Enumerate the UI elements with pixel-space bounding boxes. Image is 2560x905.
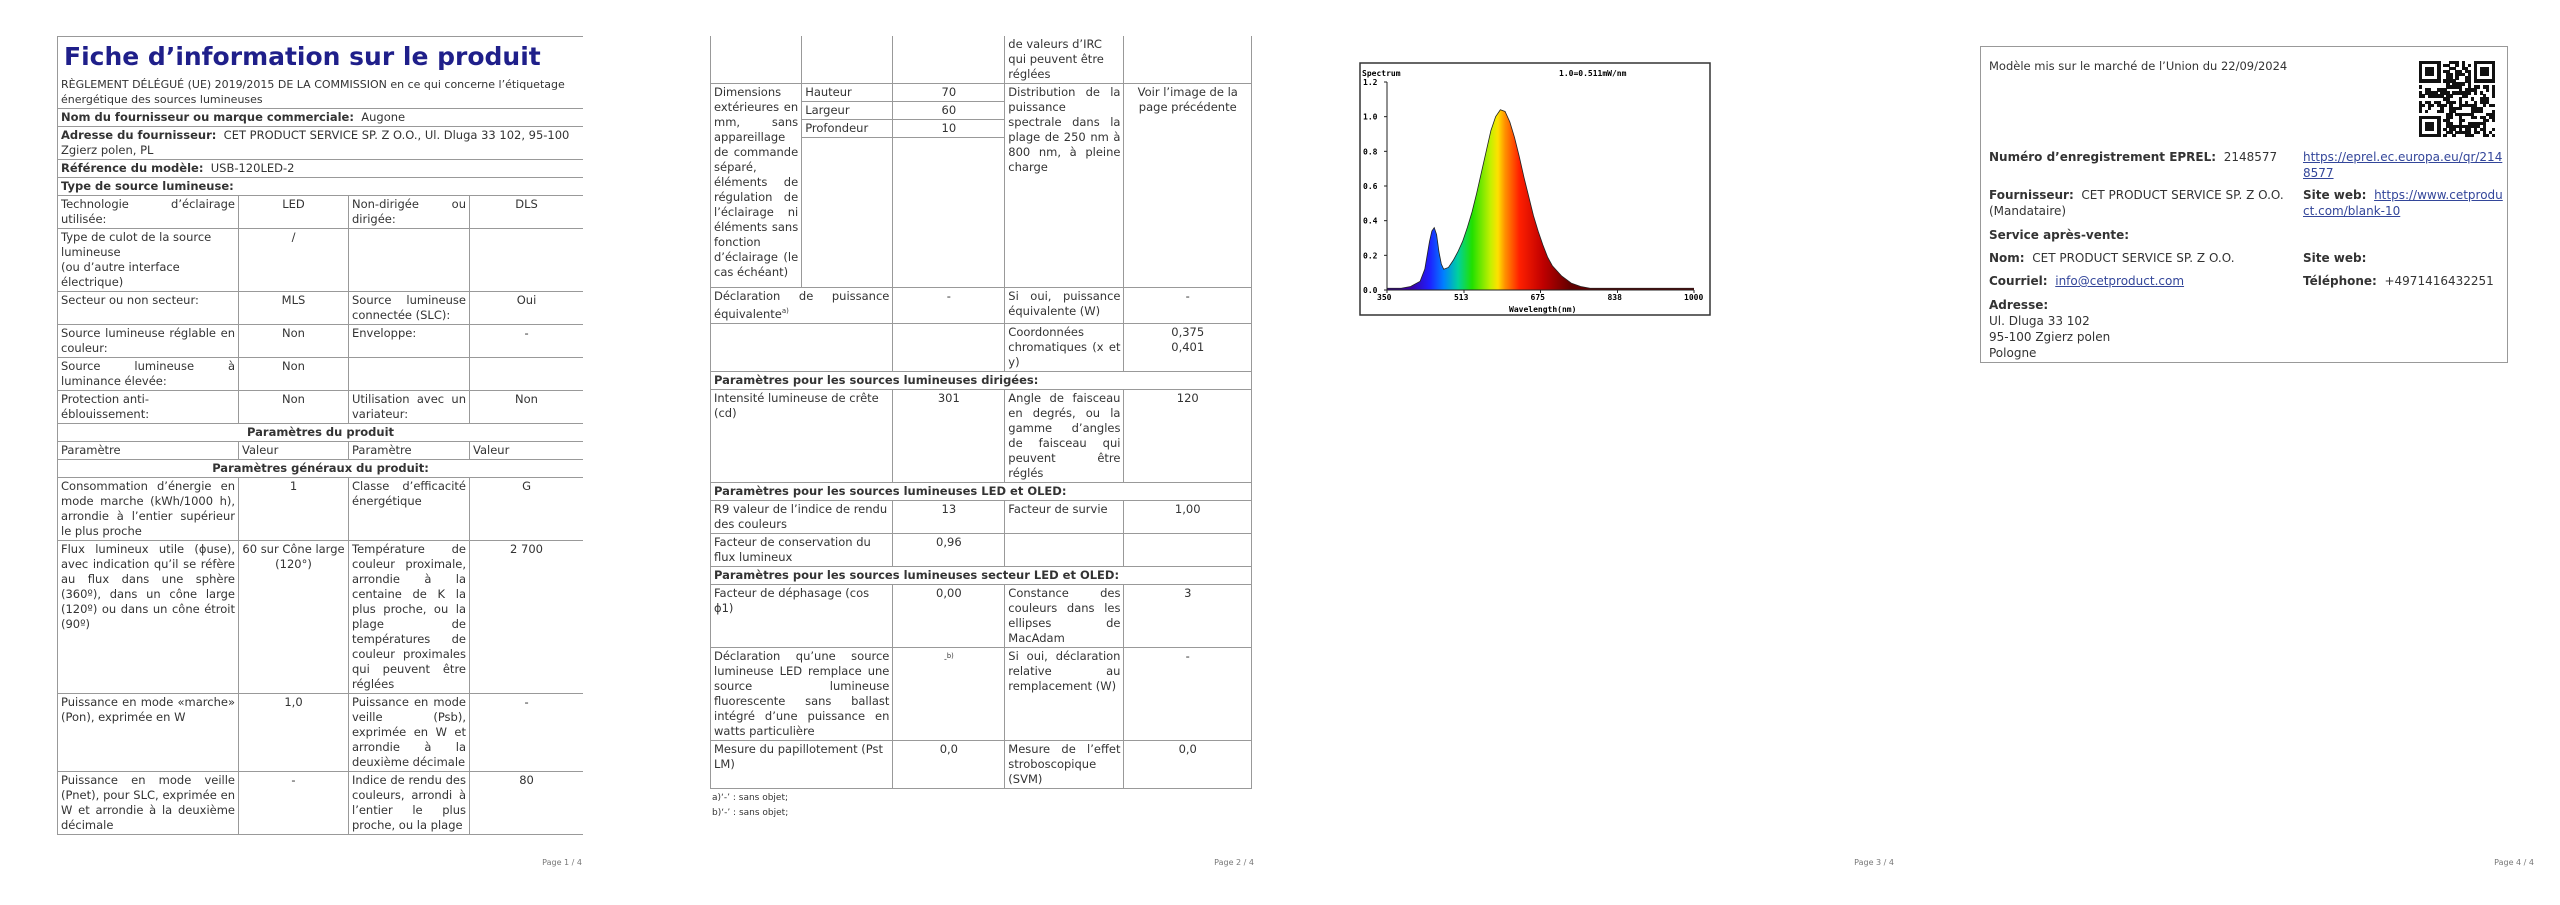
table-row: Dimensions extérieures en mm, sans appareillage de commande séparé, éléments de régulation de l’éclairage ni éléments sans fonction d’éclairage (le cas échéant) Hauteur 70 Distribution de la puissance spectrale dans la plage de 250 nm à 800 nm, à pleine charge Voir l’image de la page précédente: [711, 84, 1252, 102]
dimensions-label: Dimensions extérieures en mm, sans appareillage de commande séparé, éléments de régulation de l’éclairage ni éléments sans fonction d’éclairage (le cas échéant): [711, 84, 802, 288]
after-sales-heading: Service après-vente:: [1989, 228, 2130, 242]
table-row: Protection anti-éblouissement: Non Utilisation avec un variateur: Non: [58, 391, 584, 424]
table-row: Intensité lumineuse de crête (cd) 301 Angle de faisceau en degrés, ou la gamme d’angles de faisceau qui peuvent être réglés 120: [711, 389, 1252, 482]
x-tick-label: 350: [1377, 293, 1392, 302]
service-name-row: Nom: CET PRODUCT SERVICE SP. Z O.O.: [1989, 251, 2235, 265]
source-type-heading: Type de source lumineuse:: [58, 178, 584, 196]
page-title: Fiche d’information sur le produit: [64, 42, 541, 71]
page-number: Page 3 / 4: [1854, 858, 1894, 867]
y-tick-label: 0.4: [1363, 216, 1378, 226]
table-row: Source lumineuse réglable en couleur: Non Enveloppe: -: [58, 325, 584, 358]
table-row: Déclaration de puissance équivalente$^{a)}$ - Si oui, puissance équivalente (W) -: [711, 288, 1252, 324]
page-2: [640, 0, 1280, 905]
website-link[interactable]: https://www.cetproduct.com/blank-10: [2303, 188, 2503, 219]
table-row: Déclaration qu’une source lumineuse LED remplace une source lumineuse fluorescente sans ballast intégré d’une puissance en watts particulière -$^{b)}$ Si oui, déclaration relative au remplacement (W) -: [711, 647, 1252, 740]
table-row: Puissance en mode «marche» (Pon), exprimée en W 1,0 Puissance en mode veille (Psb), exprimée en W et arrondie à la deuxième décimale -: [58, 694, 584, 772]
x-tick-label: 675: [1530, 293, 1545, 302]
eprel-link[interactable]: https://eprel.ec.europa.eu/qr/2148577: [2303, 150, 2503, 181]
eprel-row: Numéro d’enregistrement EPREL: 2148577: [1989, 150, 2278, 164]
y-tick-label: 0.0: [1363, 286, 1378, 295]
table-row: Mesure du papillotement (Pst LM) 0,0 Mesure de l’effet stroboscopique (SVM) 0,0: [711, 740, 1252, 788]
website-row: Site web: https://www.cetproduct.com/blank-10: [2303, 188, 2503, 219]
mains-heading: Paramètres pour les sources lumineuses secteur LED et OLED:: [711, 566, 1252, 584]
page-number: Page 4 / 4: [2494, 858, 2534, 867]
table-row: Facteur de déphasage (cos ϕ1) 0,00 Constance des couleurs dans les ellipses de MacAdam 3: [711, 584, 1252, 647]
table-row: Facteur de conservation du flux lumineux 0,96: [711, 533, 1252, 566]
led-heading: Paramètres pour les sources lumineuses LED et OLED:: [711, 482, 1252, 500]
email-row: Courriel: info@cetproduct.com: [1989, 274, 2185, 288]
supplier-row: Nom du fournisseur ou marque commerciale: Augone: [58, 109, 584, 127]
x-tick-label: 1000: [1684, 293, 1704, 302]
params-heading: Paramètres du produit: [58, 424, 584, 442]
y-tick-label: 0.2: [1363, 251, 1378, 261]
table-row: Type de culot de la source lumineuse (ou d’autre interface électrique) /: [58, 229, 584, 292]
regulation-text: RÈGLEMENT DÉLÉGUÉ (UE) 2019/2015 DE LA COMMISSION en ce qui concerne l’étiquetage énergétique des sources lumineuses: [58, 76, 584, 109]
x-axis-label: Wavelength(nm): [1509, 305, 1577, 314]
page-4: [1920, 0, 2560, 905]
footnote-a: a)‘-’ : sans objet;: [712, 792, 789, 803]
table-row: R9 valeur de l’indice de rendu des couleurs 13 Facteur de survie 1,00: [711, 500, 1252, 533]
page-number: Page 1 / 4: [542, 858, 582, 867]
product-info-sheet: [57, 36, 583, 849]
email-link[interactable]: info@cetproduct.com: [2055, 274, 2185, 288]
params-table-continued: de valeurs d’IRC qui peuvent être réglées Dimensions extérieures en mm, sans appareillage de commande séparé, éléments de régulation de l’éclairage ni éléments sans fonction d’éclairage (le cas échéant) Hauteur 70 Distribution de la puissance spectrale dans la plage de 250 nm à 800 nm, à pleine charge Voir l’image de la page précédente Largeur 60 Profondeur 10 Déclaration de puissance équivalente$^{a)}$ - Si oui, puissance équivalente (W) - Coordonnées chromatiques (x et y) 0,375 0,401 Paramètres pour les sources lumineuses dirigées: Intensité lumineuse de crête (cd) 301 Angle de faisceau en degrés, ou la gamme d’angles de faisceau qui peuvent être réglés 120 Paramètres pour les sources lumineuses LED et OLED: R9 valeur de l’indice de rendu des couleurs 13 Facteur de survie 1,00 Facteur de conservation du flux lumineux 0,96 Paramètres pour les sources lumineuses secteur LED et OLED: Facteur de déphasage (cos ϕ1) 0,00 Constance des couleurs dans les ellipses de MacAdam 3 Déclaration qu’une source lumineuse LED remplace une source lumineuse fluorescente sans ballast intégré d’une puissance en watts particulière -$^{b)}$ Si oui, déclaration relative au remplacement (W) - Mesure du papillotement (Pst LM) 0,0 Mesure de l’effet stroboscopique (SVM) 0,0 a)‘-’ : sans objet; b)‘-’ : sans objet;: [710, 36, 1252, 819]
x-tick-label: 513: [1453, 293, 1469, 302]
table-row: Puissance en mode veille (Pnet), pour SLC, exprimée en W et arrondie à la deuxième décimale - Indice de rendu des couleurs, arrondi à l’entier le plus proche, ou la plage 80: [58, 772, 584, 835]
footnote-b: b)‘-’ : sans objet;: [712, 807, 789, 818]
x-tick-label: 838: [1607, 293, 1622, 302]
y-tick-label: 1.0: [1363, 112, 1378, 122]
address-row: Adresse du fournisseur: CET PRODUCT SERVICE SP. Z O.O., Ul. Dluga 33 102, 95-100 Zgierz polen, PL: [58, 127, 584, 160]
model-row: Référence du modèle: USB-120LED-2: [58, 160, 584, 178]
address-block: Adresse: Ul. Dluga 33 102 95-100 Zgierz polen Pologne: [1989, 298, 2111, 361]
table-row: Coordonnées chromatiques (x et y) 0,375 0,401: [711, 323, 1252, 371]
market-date: Modèle mis sur le marché de l’Union du 22/09/2024: [1989, 59, 2288, 73]
chart-annotation: 1.0=0.511mW/nm: [1559, 69, 1627, 78]
table-row: Source lumineuse à luminance élevée: Non: [58, 358, 584, 391]
spectrum-chart: [1359, 62, 1717, 320]
service-website-label: Site web:: [2303, 251, 2367, 265]
table-row: Flux lumineux utile (ɸuse), avec indication qu’il se réfère au flux dans une sphère (360º), dans un cône large (120º) ou dans un cône étroit (90º) 60 sur Cône large (120°) Température de couleur proximale, arrondie à la centaine de K la plus proche, ou la plage de températures de couleur proximales qui peuvent être réglées 2 700: [58, 541, 584, 694]
directed-heading: Paramètres pour les sources lumineuses dirigées:: [711, 371, 1252, 389]
registration-box: [1980, 46, 2508, 363]
page-3: [1280, 0, 1920, 905]
page-1: [0, 0, 640, 905]
chart-title: Spectrum: [1362, 69, 1401, 78]
qr-code-icon: [2419, 61, 2495, 137]
table-row: Secteur ou non secteur: MLS Source lumineuse connectée (SLC): Oui: [58, 292, 584, 325]
table-row: Technologie d’éclairage utilisée: LED Non-dirigée ou dirigée: DLS: [58, 196, 584, 229]
supplier-row: Fournisseur: CET PRODUCT SERVICE SP. Z O.O. (Mandataire): [1989, 188, 2284, 219]
y-tick-label: 1.2: [1363, 78, 1378, 87]
page-number: Page 2 / 4: [1214, 858, 1254, 867]
phone-row: Téléphone: +4971416432251: [2303, 274, 2494, 288]
general-params-heading: Paramètres généraux du produit:: [58, 460, 584, 478]
y-tick-label: 0.8: [1363, 147, 1378, 157]
column-headers: Paramètre Valeur Paramètre Valeur: [58, 442, 584, 460]
y-tick-label: 0.6: [1363, 182, 1378, 191]
table-row: Consommation d’énergie en mode marche (kWh/1000 h), arrondie à l’entier supérieur le plus proche 1 Classe d’efficacité énergétique G: [58, 478, 584, 541]
